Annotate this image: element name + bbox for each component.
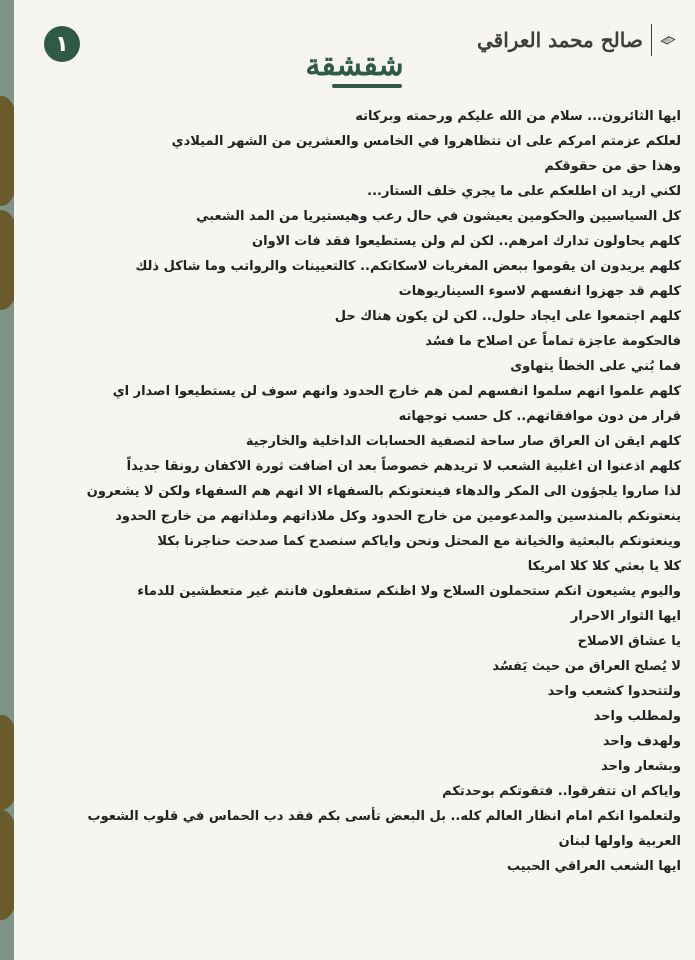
text-line: ينعتونكم بالمندسين والمدعومين من خارج الحدود وكل ملاذاتهم وملذاتهم من خارج الحدود <box>115 509 681 524</box>
text-line: كلهم اذعنوا ان اغلبية الشعب لا تريدهم خصوصاً بعد ان اضافت ثورة الاكفان رونقا جديداً <box>126 459 681 474</box>
left-decorative-strip <box>0 0 14 960</box>
text-line: لا يُصلح العراق من حيث يَفسُد <box>492 659 681 674</box>
text-line: واياكم ان تتفرقوا.. فتقوتكم بوحدتكم <box>442 784 681 799</box>
text-line: العربية واولها لبنان <box>558 834 681 849</box>
text-line: فالحكومة عاجزة تماماً عن اصلاح ما فسُد <box>425 334 681 349</box>
text-line: وهذا حق من حقوقكم <box>544 159 681 174</box>
text-line: فما بُني على الخطأ يتهاوى <box>510 359 681 374</box>
text-line: وينعتونكم بالبعثية والخيانة مع المحتل ونحن واياكم سنصدح كما صدحت حناجرنا بكلا <box>157 534 681 549</box>
text-line: كلهم علموا انهم سلموا انفسهم لمن هم خارج الحدود وانهم سوف لن يستطيعوا اصدار اي <box>112 384 681 399</box>
text-line: قرار من دون موافقاتهم.. كل حسب توجهاته <box>398 409 681 424</box>
text-line: ايها الثائرون... سلام من الله عليكم ورحمته وبركاته <box>355 109 681 124</box>
title-underline <box>332 84 402 88</box>
text-line: لذا صاروا يلجؤون الى المكر والدهاء فينعتونكم بالسفهاء الا انهم هم السفهاء ولكن لا يشعرون <box>86 484 681 499</box>
text-line: واليوم يشيعون انكم ستحملون السلاح ولا اظنكم ستفعلون فانتم غير متعطشين للدماء <box>137 584 681 599</box>
text-line: ولمطلب واحد <box>593 709 681 724</box>
text-line: يا عشاق الاصلاح <box>577 634 681 649</box>
text-line: كلهم ايقن ان العراق صار ساحة لتصفية الحسابات الداخلية والخارجية <box>245 434 681 449</box>
text-line: كلهم يحاولون تدارك امرهم.. لكن لم ولن يستطيعوا فقد فات الاوان <box>252 234 681 249</box>
article-body <box>44 104 681 879</box>
text-line: لعلكم عزمتم امركم على ان تتظاهروا في الخامس والعشرين من الشهر الميلادي <box>171 134 681 149</box>
text-line: ايها الثوار الاحرار <box>570 609 681 624</box>
text-line: كلهم يريدون ان يقوموا ببعض المغريات لاسكاتكم.. كالتعيينات والرواتب وما شاكل ذلك <box>135 259 681 274</box>
text-line: ولتعلموا انكم امام انظار العالم كله.. بل البعض تأسى بكم فقد دب الحماس في قلوب الشعوب <box>87 809 681 824</box>
text-line: كلا يا بعثي كلا كلا امريكا <box>527 559 681 574</box>
text-line: لكني اريد ان اطلعكم على ما يجري خلف الستار... <box>367 184 681 199</box>
text-line: كلهم اجتمعوا على ايجاد حلول.. لكن لن يكون هناك حل <box>334 309 681 324</box>
logo-text: صالح محمد العراقي <box>477 28 643 52</box>
text-line: ايها الشعب العراقي الحبيب <box>506 859 681 874</box>
document-page <box>14 0 695 960</box>
text-line: كلهم قد جهزوا انفسهم لاسوء السيناريوهات <box>398 284 681 299</box>
text-line: وبشعار واحد <box>601 759 681 774</box>
document-title: شقشقة <box>305 48 404 83</box>
text-line: كل السياسيين والحكومين يعيشون في حال رعب وهيستيريا من المد الشعبي <box>196 209 681 224</box>
text-line: ولهدف واحد <box>602 734 681 749</box>
text-line: ولتتحدوا كشعب واحد <box>547 684 681 699</box>
page-number: ١ <box>55 31 69 57</box>
